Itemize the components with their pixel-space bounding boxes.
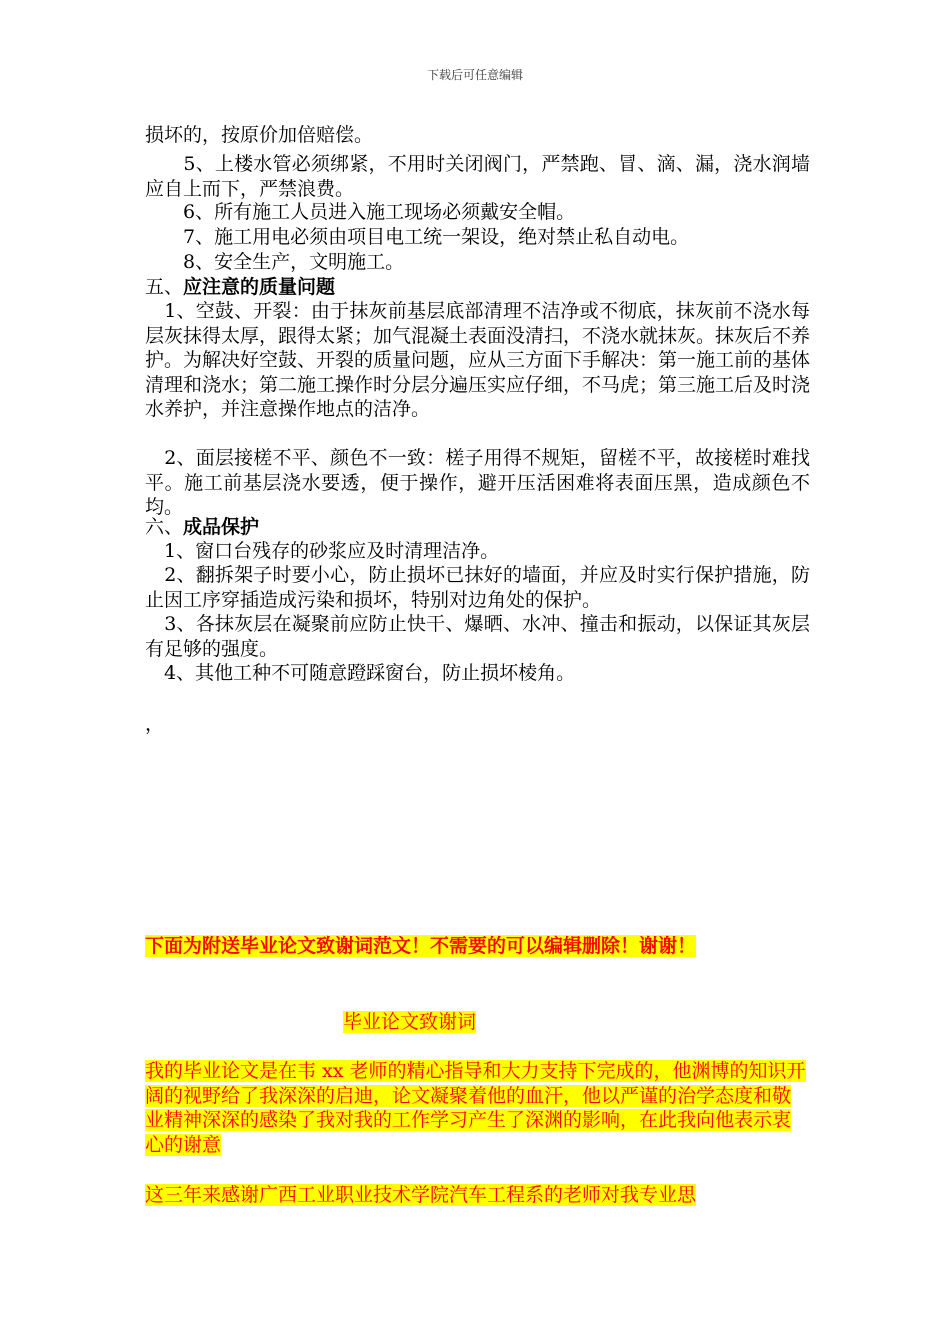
paragraph-item-5: 5、上楼水管必须绑紧，不用时关闭阀门，严禁跑、冒、滴、漏，浇水润墙应自上而下，严禁浪费。 [145, 153, 810, 200]
notice-text: 下面为附送毕业论文致谢词范文！不需要的可以编辑删除！谢谢！ [145, 935, 697, 957]
paragraph-item-7: 7、施工用电必须由项目电工统一架设，绝对禁止私自动电。 [145, 226, 690, 248]
page-header: 下载后可任意编辑 [426, 68, 523, 82]
ack-paragraph-1 [145, 1059, 808, 1157]
paragraph-item-8: 8、安全生产，文明施工。 [145, 251, 405, 273]
section-6-prefix: 六、 [145, 516, 184, 538]
section-5-item-1: 1、空鼓、开裂：由于抹灰前基层底部清理不洁净或不彻底，抹灰前不浇水每层灰抹得太厚，跟得太紧；加气混凝土表面没清扫，不浇水就抹灰。抹灰后不养护。为解决好空鼓、开裂的质量问题，应从三方面下手解决：第一施工前的基体清理和浇水；第二施工操作时分层分遍压实应仔细，不马虎；第三施工后及时浇水养护，并注意操作地点的洁净。 [145, 300, 811, 420]
stray-comma: ， [145, 713, 165, 735]
section-6-item-4: 4、其他工种不可随意蹬踩窗台，防止损坏棱角。 [145, 662, 576, 684]
ack-title [343, 1010, 476, 1034]
section-6-title: 成品保护 [183, 516, 260, 538]
section-5-heading [145, 275, 810, 300]
section-5-prefix: 五、 [145, 276, 184, 298]
ack-title-text: 毕业论文致谢词 [343, 1011, 477, 1033]
section-6-item-1: 1、窗口台残存的砂浆应及时清理洁净。 [145, 540, 500, 562]
section-5-title: 应注意的质量问题 [183, 276, 336, 298]
ack-paragraph-1-text: 我的毕业论文是在韦 xx 老师的精心指导和大力支持下完成的，他渊博的知识开阔的视野给了我深深的启迪，论文凝聚着他的血汗，他以严谨的治学态度和敬业精神深深的感染了我对我的工作学习产生了深渊的影响，在此我向他表示衷心的谢意 [145, 1060, 806, 1156]
section-6-heading [145, 515, 810, 540]
paragraph-1: 损坏的，按原价加倍赔偿。 [145, 124, 374, 146]
ack-paragraph-2-text: 这三年来感谢广西工业职业技术学院汽车工程系的老师对我专业思 [145, 1184, 697, 1206]
paragraph-item-6: 6、所有施工人员进入施工现场必须戴安全帽。 [145, 201, 576, 223]
ack-paragraph-2 [145, 1183, 808, 1208]
section-6-item-3: 3、各抹灰层在凝聚前应防止快干、爆晒、水冲、撞击和振动，以保证其灰层有足够的强度。 [145, 613, 810, 660]
section-6-item-2: 2、翻拆架子时要小心，防止损坏已抹好的墙面，并应及时实行保护措施，防止因工序穿插造成污染和损坏，特别对边角处的保护。 [145, 564, 810, 611]
section-5-item-2: 2、面层接槎不平、颜色不一致：槎子用得不规矩，留槎不平，故接槎时难找平。施工前基层浇水要透，便于操作，避开压活困难将表面压黑，造成颜色不均。 [145, 447, 810, 518]
notice-banner [145, 934, 696, 958]
